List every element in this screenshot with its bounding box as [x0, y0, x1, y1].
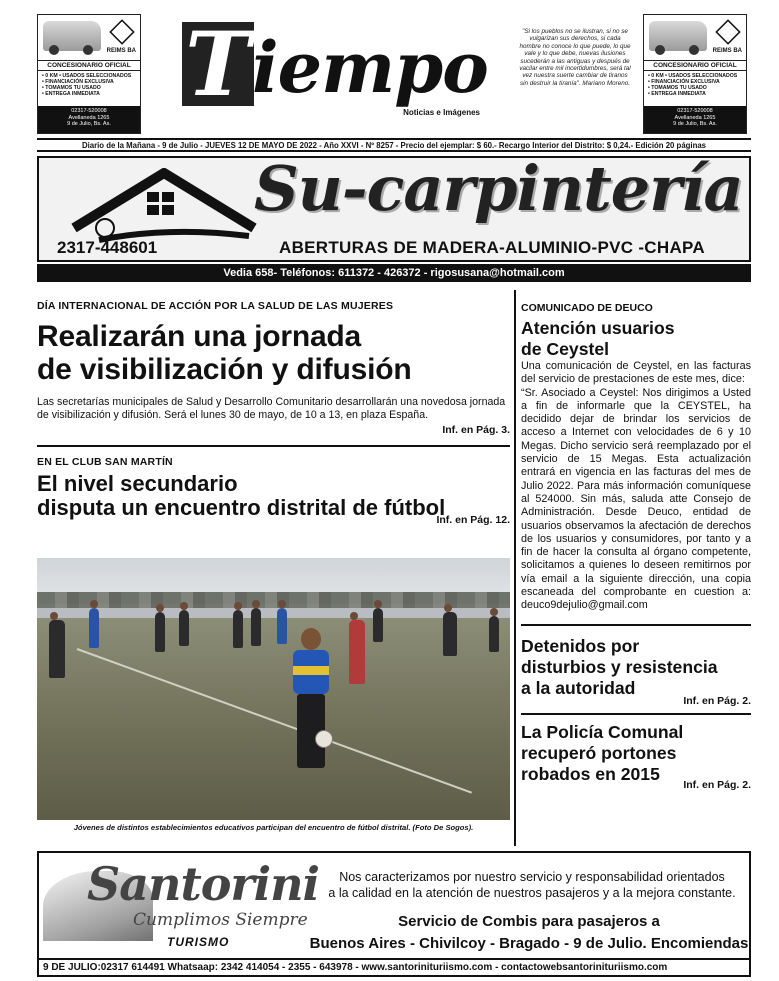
- banner-contact: Vedia 658- Teléfonos: 611372 - 426372 - rigosusana@hotmail.com: [37, 264, 751, 282]
- masthead-title: iempo: [252, 26, 488, 109]
- player-figure: [233, 610, 243, 648]
- right-headline-line2[interactable]: de Ceystel: [521, 339, 610, 359]
- dealer-service-item: • ENTREGA INMEDIATA: [42, 91, 131, 97]
- player-figure: [49, 620, 65, 678]
- santorini-service: [309, 911, 749, 955]
- dealer-address: Avellaneda 1265: [674, 114, 716, 121]
- dealer-service-item: • 0 KM • USADOS SELECCIONADOS: [42, 73, 131, 79]
- dateline: Diario de la Mañana - 9 de Julio - JUEVES 12 DE MAYO DE 2022 - Año XXVI - Nº 8257 - Precio del ejemplar: $ 60.- Recargo Interior del Distrito: $ 0,24.- Edición 20 páginas: [37, 138, 751, 152]
- story3-headline-line2[interactable]: recuperó portones: [521, 742, 677, 763]
- masthead-quote: "Si los pueblos no se ilustran, si no se vulgarizan sus derechos, si cada hombre no conoce lo que puede, lo que vale y lo que debe, nuevas ilusiones sucederán a las antiguas y después de vacilar entre mil incertidumbres, será tal vez nuestra suerte cambiar de tiranos sin destruir la tiranía". Mariano Moreno.: [519, 28, 631, 87]
- santorini-service-line: Buenos Aires - Chivilcoy - Bragado - 9 de Julio. Encomiendas: [309, 935, 749, 952]
- dealer-brand: REIMS BA: [106, 48, 136, 54]
- player-foreground: [285, 628, 339, 778]
- dealer-ad-right[interactable]: [643, 14, 747, 134]
- main-body: Las secretarías municipales de Salud y Desarrollo Comunitario desarrollarán una novedosa jornada de visibilización y difusión. Será el lunes 30 de mayo, de 10 a 13, en plaza España.: [37, 396, 506, 422]
- renault-logo-icon: [715, 19, 740, 44]
- photo-field: [37, 612, 510, 820]
- santorini-slogan: Cumplimos Siempre: [133, 910, 308, 930]
- carpinteria-banner[interactable]: [37, 156, 751, 262]
- second-kicker: EN EL CLUB SAN MARTÍN: [37, 455, 173, 468]
- second-page-ref[interactable]: Inf. en Pág. 12.: [436, 513, 510, 526]
- football-ball: [315, 730, 333, 748]
- dealer-contact: [644, 106, 746, 133]
- divider: [37, 445, 510, 447]
- santorini-footer: 9 DE JULIO:02317 614491 Whatsaap: 2342 414054 - 2355 - 643978 - www.santorinituriismo.com - contactowebsantorinituriismo.com: [39, 958, 749, 975]
- main-column: [37, 290, 510, 526]
- story3-page-ref[interactable]: Inf. en Pág. 2.: [683, 778, 751, 791]
- santorini-description-line: a la calidad en la atención de nuestros pasajeros y a la mejora constante.: [328, 886, 736, 900]
- right-body-intro: Una comunicación de Ceystel, en las facturas del servicio de prestaciones de este mes, dice:: [521, 360, 751, 386]
- story2-headline-line3[interactable]: a la autoridad: [521, 677, 636, 698]
- dealer-contact: [38, 106, 140, 133]
- dealer-city: 9 de Julio, Bs. As.: [67, 121, 111, 127]
- player-figure: [349, 620, 365, 684]
- story3-headline-line1[interactable]: La Policía Comunal: [521, 721, 684, 742]
- main-headline-line1[interactable]: Realizarán una jornada: [37, 320, 362, 353]
- player-shirt-band: [293, 666, 329, 675]
- dealer-service-item: • FINANCIACIÓN EXCLUSIVA: [648, 79, 737, 85]
- santorini-name: Santorini: [87, 857, 320, 911]
- player-figure: [443, 612, 457, 656]
- main-headline-line2[interactable]: de visibilización y difusión: [37, 353, 412, 386]
- dealer-title: CONCESIONARIO OFICIAL: [644, 60, 746, 71]
- player-figure: [179, 610, 189, 646]
- story2-headline-line2[interactable]: disturbios y resistencia: [521, 656, 718, 677]
- player-head: [301, 628, 321, 650]
- santorini-service-line: Servicio de Combis para pasajeros a: [398, 913, 660, 930]
- dealer-service-item: • 0 KM • USADOS SELECCIONADOS: [648, 73, 737, 79]
- dealer-title: CONCESIONARIO OFICIAL: [38, 60, 140, 71]
- divider: [521, 624, 751, 626]
- photo-fence: [37, 608, 510, 618]
- player-figure: [251, 608, 261, 646]
- dealer-address: Avellaneda 1265: [68, 114, 110, 121]
- dealer-phone: 02317-520008: [677, 108, 713, 114]
- dealer-service-item: • FINANCIACIÓN EXCLUSIVA: [42, 79, 131, 85]
- second-headline-line2[interactable]: disputa un encuentro distrital de fútbol: [37, 494, 446, 520]
- dealer-services: [648, 73, 737, 97]
- dealer-services: [42, 73, 131, 97]
- photo-caption: Jóvenes de distintos establecimientos educativos participan del encuentro de fútbol distrital. (Foto De Sogos).: [73, 823, 474, 832]
- santorini-description-line: Nos caracterizamos por nuestro servicio y responsabilidad orientados: [339, 870, 725, 884]
- house-roof-icon: [69, 168, 259, 248]
- right-headline-line1[interactable]: Atención usuarios: [521, 318, 675, 338]
- football-photo: [37, 558, 510, 820]
- banner-subtitle: ABERTURAS DE MADERA-ALUMINIO-PVC -CHAPA: [279, 238, 705, 257]
- dealer-ad-left[interactable]: [37, 14, 141, 134]
- whatsapp-icon: [95, 218, 115, 238]
- dealer-service-item: • ENTREGA INMEDIATA: [648, 91, 737, 97]
- player-figure: [373, 608, 383, 642]
- santorini-description: [317, 869, 747, 901]
- dealer-service-item: • TOMAMOS TU USADO: [42, 85, 131, 91]
- pickup-truck-image: [43, 21, 101, 51]
- story3-headline-line3[interactable]: robados en 2015: [521, 763, 660, 784]
- main-page-ref[interactable]: Inf. en Pág. 3.: [442, 423, 510, 436]
- santorini-tag: TURISMO: [167, 935, 230, 949]
- pickup-truck-image: [649, 21, 707, 51]
- dealer-phone: 02317-520008: [71, 108, 107, 114]
- player-figure: [89, 608, 99, 648]
- right-column: [521, 290, 751, 791]
- masthead: [182, 12, 502, 122]
- player-figure: [489, 616, 499, 652]
- column-divider: [514, 290, 516, 846]
- masthead-initial: T: [182, 22, 254, 106]
- right-body-main: “Sr. Asociado a Ceystel: Nos dirigimos a Usted a fin de informarle que la CEYSTEL, ha decidido dejar de brindar los servicios de acceso a Internet con velocidades de 6 y 10 Megas. Dicho servicio será reemplazado por el servicio de 15 Megas. Esta actualización entrará en vigencia en las facturas del mes de Julio 2022. Para más información comuníquese al 524000. Sin más, saluda atte Consejo de Administración. Desde Deuco, entidad de usuarios observamos la afectación de derechos de los usuarios y consumidores, por tanto y a fin de hacer la consulta al órgano competente, solicitamos a quienes lo deseen remitirnos por vía email a la siguiente dirección, una copia escaneada del comprobante en cuestion a: deuco9dejulio@gmail.com: [521, 386, 751, 612]
- banner-phone: 2317-448601: [57, 238, 158, 257]
- player-figure: [155, 612, 165, 652]
- renault-logo-icon: [109, 19, 134, 44]
- main-kicker: DÍA INTERNACIONAL DE ACCIÓN POR LA SALUD DE LAS MUJERES: [37, 300, 394, 312]
- dealer-brand: REIMS BA: [712, 48, 742, 54]
- story2-headline-line1[interactable]: Detenidos por: [521, 635, 640, 656]
- story2-page-ref[interactable]: Inf. en Pág. 2.: [683, 694, 751, 707]
- dealer-city: 9 de Julio, Bs. As.: [673, 121, 717, 127]
- masthead-subtitle: Noticias e Imágenes: [403, 108, 480, 117]
- dealer-service-item: • TOMAMOS TU USADO: [648, 85, 737, 91]
- banner-title: Su-carpintería: [254, 156, 743, 225]
- santorini-ad[interactable]: [37, 851, 751, 977]
- right-kicker: COMUNICADO DE DEUCO: [521, 302, 653, 314]
- divider: [521, 713, 751, 715]
- second-headline-line1[interactable]: El nivel secundario: [37, 470, 238, 496]
